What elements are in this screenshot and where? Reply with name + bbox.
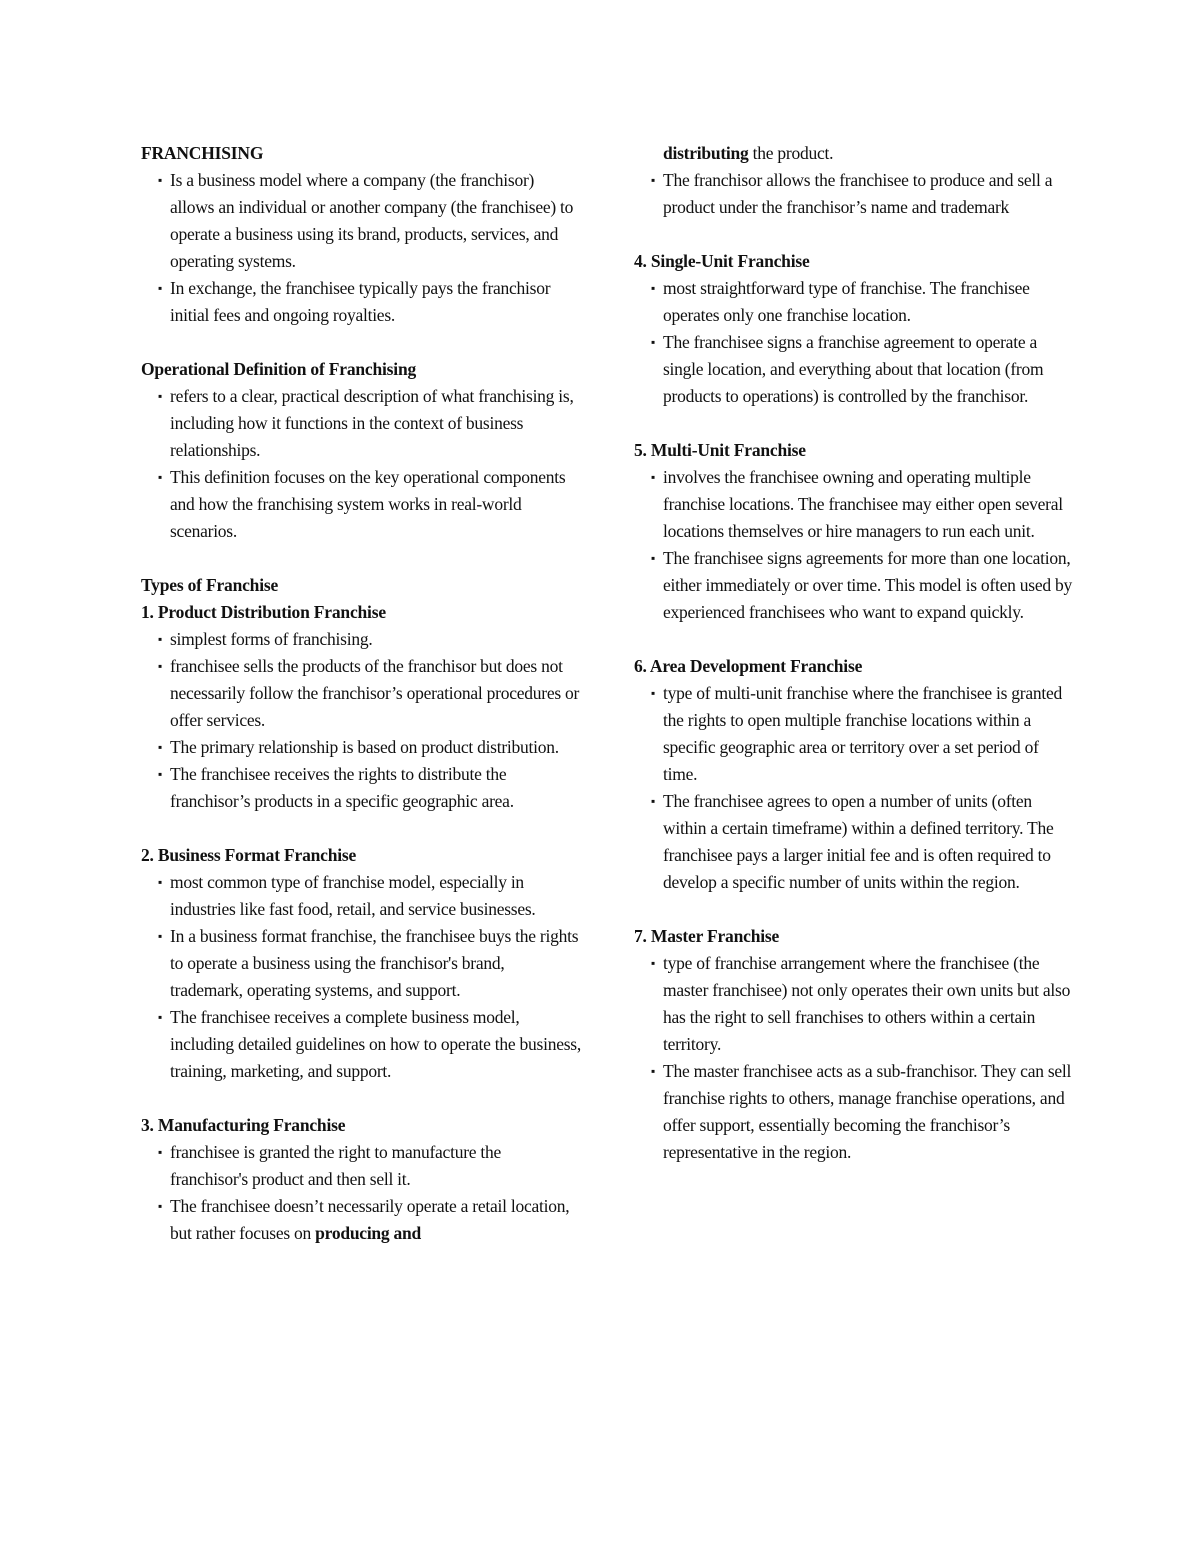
list-item-text: The franchisee receives the rights to distribute the franchisor’s products in a specific geographic area. (170, 764, 514, 811)
list-item-text: The franchisor allows the franchisee to produce and sell a product under the franchisor’s name and trademark (663, 170, 1053, 217)
bullet-icon: ▪ (651, 551, 656, 565)
bullet-icon: ▪ (651, 956, 656, 970)
type3-more-list (634, 167, 1074, 221)
list-item-text: most common type of franchise model, especially in industries like fast food, retail, and service businesses. (170, 872, 536, 919)
list-item-text: franchisee is granted the right to manufacture the franchisor's product and then sell it. (170, 1142, 502, 1189)
type7-list (634, 950, 1074, 1166)
list-item-text: type of multi-unit franchise where the franchisee is granted the rights to open multiple franchise locations within a specific geographic area or territory over a set period of time. (663, 683, 1063, 784)
type6-list (634, 680, 1074, 896)
bullet-icon: ▪ (651, 335, 656, 349)
list-item (634, 329, 1074, 410)
list-item (634, 1058, 1074, 1166)
type3-list (141, 1139, 581, 1193)
bullet-icon: ▪ (158, 767, 163, 781)
list-item (634, 275, 1074, 329)
bullet-icon: ▪ (158, 659, 163, 673)
type3-heading: 3. Manufacturing Franchise (141, 1115, 346, 1135)
list-item-text: In a business format franchise, the franchisee buys the rights to operate a business using the franchisor's brand, trademark, operating systems, and support. (170, 926, 579, 1000)
bullet-icon: ▪ (651, 1064, 656, 1078)
list-item (141, 923, 581, 1004)
list-item-text: The primary relationship is based on product distribution. (170, 737, 559, 757)
list-item (141, 626, 581, 653)
bullet-icon: ▪ (158, 875, 163, 889)
bullet-icon: ▪ (158, 1010, 163, 1024)
bullet-icon: ▪ (158, 173, 163, 187)
type1-list (141, 626, 581, 815)
list-item-text: The franchisee agrees to open a number of units (often within a certain timeframe) within a defined territory. The franchisee pays a larger initial fee and is often required to develop a specific number of units within the region. (663, 791, 1054, 892)
list-item (141, 869, 581, 923)
type2-heading: 2. Business Format Franchise (141, 845, 357, 865)
type7-heading: 7. Master Franchise (634, 926, 780, 946)
bullet-icon: ▪ (158, 1145, 163, 1159)
doc-title: FRANCHISING (141, 143, 264, 163)
type6-heading: 6. Area Development Franchise (634, 656, 863, 676)
list-item (634, 167, 1074, 221)
continuation-bold-text: distributing (663, 143, 749, 163)
bullet-icon: ▪ (651, 794, 656, 808)
bullet-icon: ▪ (158, 929, 163, 943)
list-item (141, 1193, 581, 1247)
type5-heading: 5. Multi-Unit Franchise (634, 440, 806, 460)
type4-heading: 4. Single-Unit Franchise (634, 251, 810, 271)
list-item-text: involves the franchisee owning and operating multiple franchise locations. The franchisee may either open several locations themselves or hire managers to run each unit. (663, 467, 1063, 541)
list-item (141, 734, 581, 761)
list-item-text: The master franchisee acts as a sub-franchisor. They can sell franchise rights to others, manage franchise operations, and offer support, essentially becoming the franchisor’s representative in the region. (663, 1061, 1072, 1162)
bullet-icon: ▪ (651, 470, 656, 484)
bullet-icon: ▪ (158, 470, 163, 484)
list-item (141, 1004, 581, 1085)
bullet-icon: ▪ (158, 281, 163, 295)
type3-list-continued (141, 1193, 581, 1247)
list-item (141, 653, 581, 734)
bullet-icon: ▪ (651, 686, 656, 700)
list-item (141, 167, 581, 275)
bullet-icon: ▪ (158, 740, 163, 754)
list-item-text: The franchisee signs a franchise agreement to operate a single location, and everything about that location (from products to operations) is controlled by the franchisor. (663, 332, 1044, 406)
list-item-text: The franchisee signs agreements for more than one location, either immediately or over time. This model is often used by experienced franchisees who want to expand quickly. (663, 548, 1072, 622)
list-item (634, 950, 1074, 1058)
list-item-text: The franchisee doesn’t necessarily operate a retail location, but rather focuses on (170, 1196, 570, 1243)
type5-list (634, 464, 1074, 626)
bullet-icon: ▪ (651, 281, 656, 295)
type1-heading: 1. Product Distribution Franchise (141, 602, 386, 622)
right-column (634, 140, 1074, 1166)
list-item-text: simplest forms of franchising. (170, 629, 373, 649)
bullet-icon: ▪ (158, 632, 163, 646)
list-item (634, 680, 1074, 788)
list-item (634, 545, 1074, 626)
intro-list (141, 167, 581, 329)
list-item-text: franchisee sells the products of the franchisor but does not necessarily follow the franchisor’s operational procedures or offer services. (170, 656, 580, 730)
left-column (141, 140, 581, 1247)
list-item-text: most straightforward type of franchise. The franchisee operates only one franchise location. (663, 278, 1030, 325)
list-item (141, 383, 581, 464)
list-item (634, 788, 1074, 896)
list-item-text: In exchange, the franchisee typically pays the franchisor initial fees and ongoing royalties. (170, 278, 551, 325)
list-item (141, 761, 581, 815)
list-item-text: type of franchise arrangement where the franchisee (the master franchisee) not only operates their own units but also has the right to sell franchises to others within a certain territory. (663, 953, 1071, 1054)
list-item (634, 464, 1074, 545)
type3-continuation (634, 140, 1074, 167)
list-item-text: This definition focuses on the key operational components and how the franchising system works in real-world scenarios. (170, 467, 566, 541)
list-item-bold-text: producing and (315, 1223, 422, 1243)
list-item (141, 275, 581, 329)
types-heading: Types of Franchise (141, 575, 279, 595)
opdef-heading: Operational Definition of Franchising (141, 359, 417, 379)
list-item-text: Is a business model where a company (the franchisor) allows an individual or another company (the franchisee) to operate a business using its brand, products, services, and operating systems. (170, 170, 574, 271)
bullet-icon: ▪ (651, 173, 656, 187)
list-item (141, 1139, 581, 1193)
continuation-text: the product. (748, 143, 834, 163)
list-item (141, 464, 581, 545)
bullet-icon: ▪ (158, 1199, 163, 1213)
list-item-text: refers to a clear, practical description of what franchising is, including how it functions in the context of business relationships. (170, 386, 574, 460)
opdef-list (141, 383, 581, 545)
list-item-text: The franchisee receives a complete business model, including detailed guidelines on how to operate the business, training, marketing, and support. (170, 1007, 581, 1081)
type2-list (141, 869, 581, 1085)
type4-list (634, 275, 1074, 410)
bullet-icon: ▪ (158, 389, 163, 403)
